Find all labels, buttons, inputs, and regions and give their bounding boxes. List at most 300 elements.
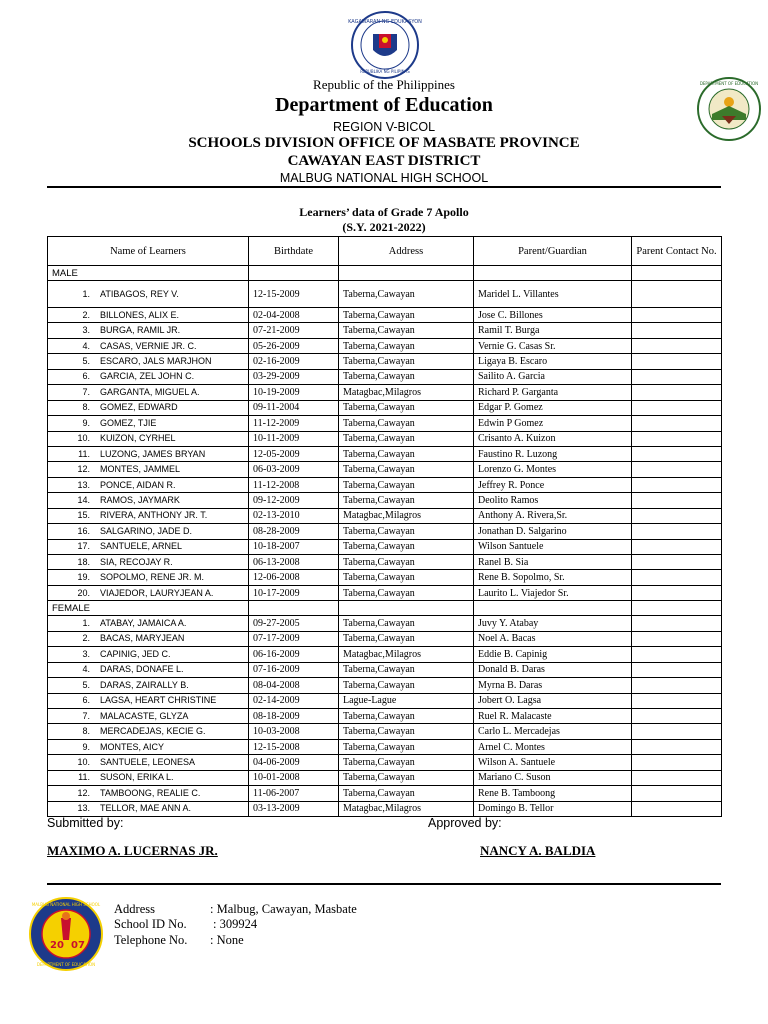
address-cell: Taberna,Cawayan (339, 770, 474, 785)
learner-name-cell (48, 281, 249, 308)
document-title: Learners’ data of Grade 7 Apollo (299, 205, 469, 219)
learner-name-cell (48, 385, 249, 400)
section-empty-cell (249, 601, 339, 616)
birthdate-cell: 07-16-2009 (249, 662, 339, 677)
table-row (48, 801, 722, 816)
learner-name: GARCIA, ZEL JOHN C. (100, 371, 195, 382)
table-row (48, 693, 722, 708)
address-cell: Taberna,Cawayan (339, 678, 474, 693)
row-number: 5. (82, 679, 90, 690)
contact-cell (632, 755, 722, 770)
learner-name-cell (48, 647, 249, 662)
birthdate-cell: 04-06-2009 (249, 755, 339, 770)
parent-cell: Donald B. Daras (474, 662, 632, 677)
learner-name-cell (48, 477, 249, 492)
birthdate-cell: 03-13-2009 (249, 801, 339, 816)
address-cell: Taberna,Cawayan (339, 338, 474, 353)
table-row (48, 616, 722, 631)
deped-seal-logo (346, 10, 424, 80)
contact-cell (632, 585, 722, 600)
col-header-contact: Parent Contact No. (632, 237, 722, 266)
contact-cell (632, 524, 722, 539)
school-seal-year-left: 20 (50, 940, 64, 951)
learner-name: GOMEZ, TJIE (100, 417, 157, 428)
parent-cell: Rene B. Sopolmo, Sr. (474, 570, 632, 585)
birthdate-cell: 08-04-2008 (249, 678, 339, 693)
telephone-value: : None (210, 933, 244, 947)
table-row (48, 493, 722, 508)
learner-name: GARGANTA, MIGUEL A. (100, 386, 200, 397)
table-row (48, 678, 722, 693)
table-row (48, 508, 722, 523)
learner-name-cell (48, 354, 249, 369)
table-row (48, 770, 722, 785)
division-seal-text: DEPARTMENT OF EDUCATION (699, 81, 759, 86)
region-text: REGION V-BICOL (332, 120, 436, 134)
table-row (48, 647, 722, 662)
parent-cell: Jonathan D. Salgarino (474, 524, 632, 539)
learner-name: ATABAY, JAMAICA A. (100, 618, 187, 629)
learner-name-cell (48, 585, 249, 600)
address-cell: Taberna,Cawayan (339, 323, 474, 338)
learner-name-cell (48, 708, 249, 723)
table-row (48, 585, 722, 600)
section-empty-cell (632, 601, 722, 616)
birthdate-cell: 12-06-2008 (249, 570, 339, 585)
address-cell: Taberna,Cawayan (339, 616, 474, 631)
learner-name: CAPINIG, JED C. (100, 648, 171, 659)
parent-cell: Wilson A. Santuele (474, 755, 632, 770)
learner-name: LAGSA, HEART CHRISTINE (100, 695, 217, 706)
section-label: MALE (48, 266, 249, 281)
table-row (48, 555, 722, 570)
submitted-by-label: Submitted by: (47, 816, 124, 830)
birthdate-cell: 10-01-2008 (249, 770, 339, 785)
republic-text: Republic of the Philippines (313, 77, 455, 92)
address-cell: Taberna,Cawayan (339, 524, 474, 539)
row-number: 6. (82, 695, 90, 706)
parent-cell: Rene B. Tamboong (474, 786, 632, 801)
school-id-value: : 309924 (213, 917, 258, 931)
learner-name-cell (48, 616, 249, 631)
learner-name: VIAJEDOR, LAURYJEAN A. (100, 587, 214, 598)
address-cell: Taberna,Cawayan (339, 462, 474, 477)
birthdate-cell: 07-17-2009 (249, 631, 339, 646)
learner-name: LUZONG, JAMES BRYAN (100, 448, 206, 459)
table-row (48, 308, 722, 323)
row-number: 13. (77, 479, 90, 490)
footer-school-id (114, 917, 257, 932)
address-cell: Matagbac,Milagros (339, 801, 474, 816)
contact-cell (632, 616, 722, 631)
parent-cell: Laurito L. Viajedor Sr. (474, 585, 632, 600)
row-number: 12. (77, 464, 90, 475)
row-number: 4. (82, 664, 90, 675)
address-label: Address (114, 902, 155, 916)
contact-cell (632, 308, 722, 323)
row-number: 1. (82, 288, 90, 299)
learner-name: DARAS, ZAIRALLY B. (100, 679, 189, 690)
division-text: SCHOOLS DIVISION OFFICE OF MASBATE PROVINCE (188, 135, 580, 151)
birthdate-cell: 09-12-2009 (249, 493, 339, 508)
deped-seal-bottom-text: REPUBLIKA NG PILIPINAS (360, 69, 410, 74)
birthdate-cell: 12-15-2008 (249, 739, 339, 754)
learner-name: SIA, RECOJAY R. (100, 556, 173, 567)
learner-name: MALACASTE, GLYZA (100, 710, 189, 721)
address-cell: Taberna,Cawayan (339, 416, 474, 431)
learner-name-cell (48, 446, 249, 461)
contact-cell (632, 416, 722, 431)
footer-divider (47, 883, 721, 885)
birthdate-cell: 02-04-2008 (249, 308, 339, 323)
learner-name: TAMBOONG, REALIE C. (100, 787, 201, 798)
department-title: Department of Education (275, 94, 493, 116)
address-cell: Taberna,Cawayan (339, 724, 474, 739)
row-number: 12. (77, 787, 90, 798)
table-row (48, 431, 722, 446)
learner-name: MERCADEJAS, KECIE G. (100, 726, 206, 737)
address-cell: Taberna,Cawayan (339, 493, 474, 508)
learner-name: BILLONES, ALIX E. (100, 309, 180, 320)
row-number: 13. (77, 803, 90, 814)
learner-name-cell (48, 631, 249, 646)
learner-name-cell (48, 801, 249, 816)
address-cell: Taberna,Cawayan (339, 585, 474, 600)
row-number: 18. (77, 556, 90, 567)
address-cell: Matagbac,Milagros (339, 508, 474, 523)
approved-by-name: NANCY A. BALDIA (480, 843, 596, 858)
birthdate-cell: 10-17-2009 (249, 585, 339, 600)
birthdate-cell: 06-13-2008 (249, 555, 339, 570)
birthdate-cell: 11-12-2008 (249, 477, 339, 492)
header-divider (47, 186, 721, 188)
row-number: 7. (82, 710, 90, 721)
row-number: 9. (82, 741, 90, 752)
learner-name: GOMEZ, EDWARD (100, 402, 178, 413)
contact-cell (632, 739, 722, 754)
school-seal-text: MALBUG NATIONAL HIGH SCHOOL (31, 902, 101, 907)
birthdate-cell: 10-11-2009 (249, 431, 339, 446)
parent-cell: Lorenzo G. Montes (474, 462, 632, 477)
parent-cell: Ramil T. Burga (474, 323, 632, 338)
contact-cell (632, 801, 722, 816)
table-row (48, 400, 722, 415)
birthdate-cell: 11-12-2009 (249, 416, 339, 431)
col-header-address: Address (339, 237, 474, 266)
learner-name: DARAS, DONAFE L. (100, 664, 184, 675)
birthdate-cell: 09-27-2005 (249, 616, 339, 631)
contact-cell (632, 555, 722, 570)
address-cell: Taberna,Cawayan (339, 354, 474, 369)
learner-name-cell (48, 539, 249, 554)
birthdate-cell: 06-16-2009 (249, 647, 339, 662)
section-empty-cell (339, 601, 474, 616)
table-row (48, 739, 722, 754)
parent-cell: Edgar P. Gomez (474, 400, 632, 415)
birthdate-cell: 12-15-2009 (249, 281, 339, 308)
row-number: 19. (77, 572, 90, 583)
section-empty-cell (249, 266, 339, 281)
birthdate-cell: 08-28-2009 (249, 524, 339, 539)
learner-name-cell (48, 431, 249, 446)
table-row (48, 416, 722, 431)
row-number: 2. (82, 633, 90, 644)
parent-cell: Juvy Y. Atabay (474, 616, 632, 631)
contact-cell (632, 369, 722, 384)
contact-cell (632, 462, 722, 477)
learner-name: KUIZON, CYRHEL (100, 433, 176, 444)
address-cell: Taberna,Cawayan (339, 400, 474, 415)
learner-name: TELLOR, MAE ANN A. (100, 803, 192, 814)
birthdate-cell: 02-14-2009 (249, 693, 339, 708)
table-body (48, 266, 722, 817)
submitted-by-name: MAXIMO A. LUCERNAS JR. (47, 843, 218, 858)
row-number: 3. (82, 648, 90, 659)
approved-by-label: Approved by: (428, 816, 502, 830)
contact-cell (632, 493, 722, 508)
address-cell: Taberna,Cawayan (339, 539, 474, 554)
birthdate-cell: 10-19-2009 (249, 385, 339, 400)
row-number: 5. (82, 356, 90, 367)
learner-name: MONTES, JAMMEL (100, 464, 181, 475)
contact-cell (632, 631, 722, 646)
learner-name-cell (48, 338, 249, 353)
learner-name: ESCARO, JALS MARJHON (100, 356, 212, 367)
school-seal-logo (28, 896, 104, 972)
birthdate-cell: 10-18-2007 (249, 539, 339, 554)
address-cell: Taberna,Cawayan (339, 708, 474, 723)
address-value: : Malbug, Cawayan, Masbate (210, 902, 357, 916)
contact-cell (632, 338, 722, 353)
row-number: 10. (77, 756, 90, 767)
school-seal-bottom-text: DEPARTMENT OF EDUCATION (36, 962, 96, 967)
contact-cell (632, 786, 722, 801)
address-cell: Lague-Lague (339, 693, 474, 708)
contact-cell (632, 323, 722, 338)
table-row (48, 369, 722, 384)
section-row-male (48, 266, 722, 281)
parent-cell: Maridel L. Villantes (474, 281, 632, 308)
learner-name-cell (48, 739, 249, 754)
address-cell: Taberna,Cawayan (339, 431, 474, 446)
learner-name-cell (48, 555, 249, 570)
learner-name-cell (48, 323, 249, 338)
learner-name-cell (48, 493, 249, 508)
row-number: 20. (77, 587, 90, 598)
table-row (48, 281, 722, 308)
learner-name: SOPOLMO, RENE JR. M. (100, 572, 205, 583)
learner-name-cell (48, 369, 249, 384)
table-row (48, 539, 722, 554)
table-row (48, 323, 722, 338)
parent-cell: Wilson Santuele (474, 539, 632, 554)
address-cell: Taberna,Cawayan (339, 739, 474, 754)
row-number: 9. (82, 417, 90, 428)
table-row (48, 354, 722, 369)
contact-cell (632, 647, 722, 662)
address-cell: Taberna,Cawayan (339, 786, 474, 801)
contact-cell (632, 400, 722, 415)
col-header-name: Name of Learners (48, 237, 249, 266)
contact-cell (632, 477, 722, 492)
learner-name: MONTES, AICY (100, 741, 165, 752)
contact-cell (632, 446, 722, 461)
section-label: FEMALE (48, 601, 249, 616)
learner-name: RIVERA, ANTHONY JR. T. (100, 510, 208, 521)
learner-name-cell (48, 770, 249, 785)
learner-name-cell (48, 678, 249, 693)
learner-name: SALGARINO, JADE D. (100, 525, 193, 536)
table-row (48, 446, 722, 461)
row-number: 15. (77, 510, 90, 521)
school-text: MALBUG NATIONAL HIGH SCHOOL (279, 171, 489, 185)
row-number: 8. (82, 402, 90, 413)
address-cell: Taberna,Cawayan (339, 446, 474, 461)
row-number: 6. (82, 371, 90, 382)
contact-cell (632, 678, 722, 693)
birthdate-cell: 07-21-2009 (249, 323, 339, 338)
learners-table (47, 236, 722, 817)
birthdate-cell: 10-03-2008 (249, 724, 339, 739)
learner-name-cell (48, 462, 249, 477)
parent-cell: Jeffrey R. Ponce (474, 477, 632, 492)
contact-cell (632, 570, 722, 585)
learner-name: SANTUELE, ARNEL (100, 541, 183, 552)
birthdate-cell: 03-29-2009 (249, 369, 339, 384)
table-row (48, 385, 722, 400)
learner-name: BURGA, RAMIL JR. (100, 325, 181, 336)
birthdate-cell: 09-11-2004 (249, 400, 339, 415)
table-row (48, 570, 722, 585)
col-header-parent: Parent/Guardian (474, 237, 632, 266)
birthdate-cell: 05-26-2009 (249, 338, 339, 353)
parent-cell: Crisanto A. Kuizon (474, 431, 632, 446)
parent-cell: Noel A. Bacas (474, 631, 632, 646)
parent-cell: Anthony A. Rivera,Sr. (474, 508, 632, 523)
row-number: 1. (82, 618, 90, 629)
contact-cell (632, 662, 722, 677)
parent-cell: Ligaya B. Escaro (474, 354, 632, 369)
parent-cell: Edwin P Gomez (474, 416, 632, 431)
address-cell: Matagbac,Milagros (339, 647, 474, 662)
contact-cell (632, 770, 722, 785)
table-row (48, 338, 722, 353)
address-cell: Taberna,Cawayan (339, 555, 474, 570)
parent-cell: Eddie B. Capinig (474, 647, 632, 662)
contact-cell (632, 693, 722, 708)
learner-name: RAMOS, JAYMARK (100, 494, 180, 505)
table-row (48, 786, 722, 801)
school-id-label: School ID No. (114, 917, 187, 931)
address-cell: Taberna,Cawayan (339, 631, 474, 646)
parent-cell: Mariano C. Suson (474, 770, 632, 785)
section-empty-cell (632, 266, 722, 281)
row-number: 2. (82, 309, 90, 320)
parent-cell: Ruel R. Malacaste (474, 708, 632, 723)
footer-address (114, 902, 357, 917)
section-row-female (48, 601, 722, 616)
parent-cell: Sailito A. Garcia (474, 369, 632, 384)
parent-cell: Domingo B. Tellor (474, 801, 632, 816)
contact-cell (632, 708, 722, 723)
learner-name-cell (48, 693, 249, 708)
birthdate-cell: 06-03-2009 (249, 462, 339, 477)
address-cell: Taberna,Cawayan (339, 308, 474, 323)
table-row (48, 477, 722, 492)
address-cell: Taberna,Cawayan (339, 477, 474, 492)
contact-cell (632, 539, 722, 554)
school-year: (S.Y. 2021-2022) (342, 220, 426, 234)
parent-cell: Faustino R. Luzong (474, 446, 632, 461)
learner-name-cell (48, 570, 249, 585)
parent-cell: Ranel B. Sia (474, 555, 632, 570)
parent-cell: Richard P. Garganta (474, 385, 632, 400)
learner-name: ATIBAGOS, REY V. (100, 288, 179, 299)
parent-cell: Arnel C. Montes (474, 739, 632, 754)
learner-name: SANTUELE, LEONESA (100, 756, 196, 767)
learner-name-cell (48, 662, 249, 677)
learner-name-cell (48, 755, 249, 770)
row-number: 7. (82, 386, 90, 397)
contact-cell (632, 431, 722, 446)
table-row (48, 631, 722, 646)
learner-name-cell (48, 724, 249, 739)
learner-name: CASAS, VERNIE JR. C. (100, 340, 197, 351)
learner-name-cell (48, 524, 249, 539)
contact-cell (632, 724, 722, 739)
footer-telephone (114, 933, 244, 948)
birthdate-cell: 02-16-2009 (249, 354, 339, 369)
contact-cell (632, 354, 722, 369)
row-number: 17. (77, 541, 90, 552)
section-empty-cell (474, 601, 632, 616)
learner-name-cell (48, 416, 249, 431)
parent-cell: Vernie G. Casas Sr. (474, 338, 632, 353)
table-row (48, 724, 722, 739)
learner-name: PONCE, AIDAN R. (100, 479, 176, 490)
telephone-label: Telephone No. (114, 933, 188, 947)
address-cell: Taberna,Cawayan (339, 755, 474, 770)
birthdate-cell: 08-18-2009 (249, 708, 339, 723)
learner-name-cell (48, 400, 249, 415)
learner-name-cell (48, 508, 249, 523)
address-cell: Taberna,Cawayan (339, 570, 474, 585)
learner-name: BACAS, MARYJEAN (100, 633, 185, 644)
birthdate-cell: 11-06-2007 (249, 786, 339, 801)
learner-name: SUSON, ERIKA L. (100, 772, 174, 783)
contact-cell (632, 385, 722, 400)
learner-name-cell (48, 308, 249, 323)
col-header-birthdate: Birthdate (249, 237, 339, 266)
parent-cell: Myrna B. Daras (474, 678, 632, 693)
row-number: 11. (78, 772, 90, 783)
school-seal-year-right: 07 (71, 940, 85, 951)
row-number: 10. (77, 433, 90, 444)
district-text: CAWAYAN EAST DISTRICT (287, 153, 481, 169)
row-number: 4. (82, 340, 90, 351)
section-empty-cell (339, 266, 474, 281)
address-cell: Matagbac,Milagros (339, 385, 474, 400)
table-row (48, 662, 722, 677)
parent-cell: Jose C. Billones (474, 308, 632, 323)
birthdate-cell: 02-13-2010 (249, 508, 339, 523)
table-row (48, 755, 722, 770)
address-cell: Taberna,Cawayan (339, 281, 474, 308)
section-empty-cell (474, 266, 632, 281)
parent-cell: Deolito Ramos (474, 493, 632, 508)
row-number: 11. (78, 448, 90, 459)
birthdate-cell: 12-05-2009 (249, 446, 339, 461)
